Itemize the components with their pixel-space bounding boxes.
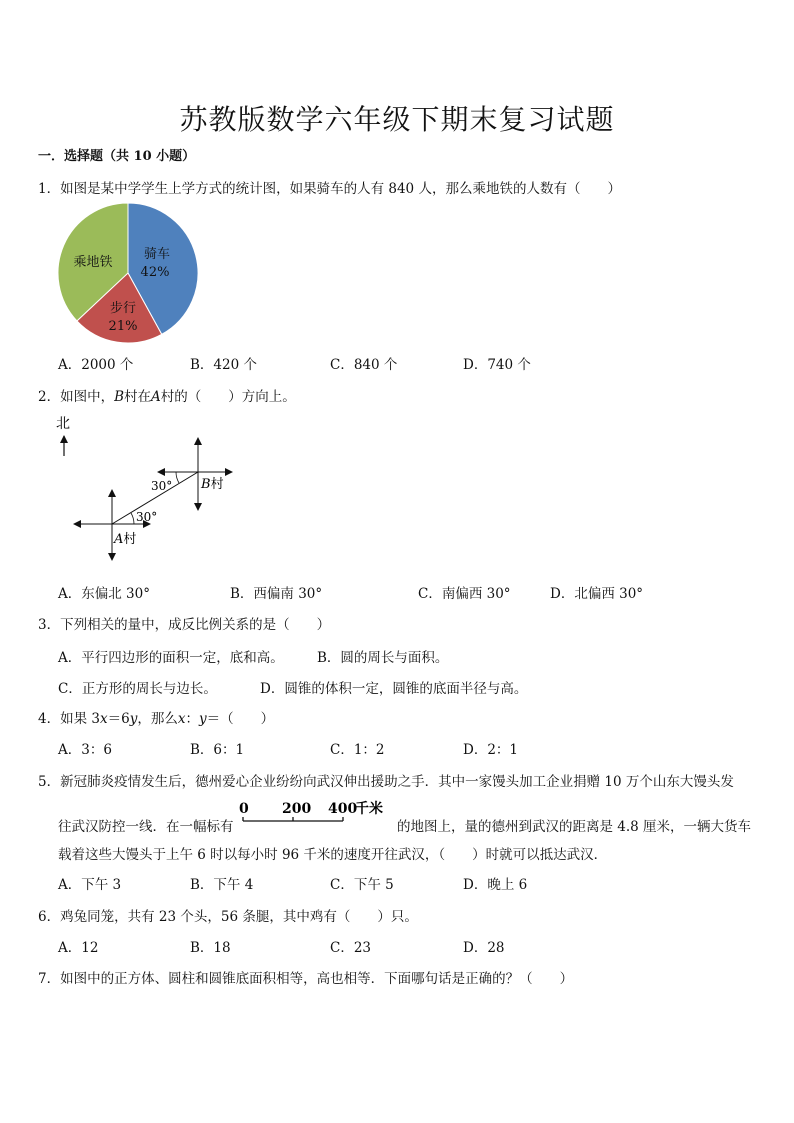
q1-option-d: D．740 个 <box>463 357 531 373</box>
pie-label-name-1: 步行 <box>109 301 137 316</box>
q5-option-a: A．下午 3 <box>58 877 122 893</box>
q4-text-mid: ，那么 <box>137 711 178 727</box>
q2-option-b: B．西偏南 30° <box>230 586 323 602</box>
compass-north-label: 北 <box>56 416 70 432</box>
scale-tick-400: 400 <box>328 801 358 817</box>
b-village-label <box>200 476 224 492</box>
q4-text-post: ＝（ ） <box>206 711 275 727</box>
q4-text-pre: 4．如果 3 <box>38 711 100 727</box>
page-title: 苏教版数学六年级下期末复习试题 <box>179 103 615 136</box>
q2-text-post: 村的（ ）方向上。 <box>160 389 296 405</box>
pie-chart <box>55 200 205 348</box>
scale-unit: 千米 <box>355 801 383 817</box>
q3-option-c: C．正方形的周长与边长。 <box>58 681 217 697</box>
question-5-line-2-pre: 往武汉防控一线．在一幅标有 <box>58 819 234 835</box>
q4-colon: ： <box>185 711 199 727</box>
q4-eq: ＝6 <box>107 711 130 727</box>
a-village-label <box>113 531 136 547</box>
q5-option-c: C．下午 5 <box>330 877 394 893</box>
angle-label-bottom: 30° <box>136 510 158 524</box>
q2-option-a: A．东偏北 30° <box>58 586 150 602</box>
question-5-line-2-post: 的地图上，量的德州到武汉的距离是 4.8 厘米，一辆大货车 <box>397 819 752 835</box>
q4-var-y2: y <box>198 711 207 727</box>
q5-option-d: D．晚上 6 <box>463 877 528 893</box>
b-village-letter: B <box>201 477 211 492</box>
q4-option-b: B．6：1 <box>190 742 245 758</box>
q2-text-mid: 村在 <box>124 389 152 405</box>
a-village-text: 村 <box>123 532 137 547</box>
q5-option-b: B．下午 4 <box>190 877 254 893</box>
q1-option-c: C．840 个 <box>330 357 398 373</box>
scale-tick-0: 0 <box>239 801 249 817</box>
q3-option-a: A．平行四边形的面积一定，底和高。 <box>58 650 284 666</box>
q6-option-c: C．23 <box>330 940 372 956</box>
angle-label-top: 30° <box>151 479 173 493</box>
question-2-text <box>38 385 296 405</box>
b-village-text: 村 <box>210 477 224 492</box>
pie-label-percent-0: 42% <box>140 265 170 280</box>
q6-option-a: A．12 <box>58 940 99 956</box>
q2-var-a: A <box>151 389 161 405</box>
q2-option-d: D．北偏西 30° <box>550 586 644 602</box>
q4-var-x1: x <box>99 711 108 727</box>
q4-option-c: C．1：2 <box>330 742 385 758</box>
scale-tick-200: 200 <box>282 801 312 817</box>
q2-var-b: B <box>114 389 125 405</box>
map-scale-bar <box>235 797 395 831</box>
question-5-line-1: 5．新冠肺炎疫情发生后，德州爱心企业纷纷向武汉伸出援助之手．其中一家馒头加工企业捐赠 10 万个山东大馒头发 <box>38 774 734 790</box>
angle-arc-b <box>176 472 179 483</box>
q4-option-d: D．2：1 <box>463 742 519 758</box>
q4-option-a: A．3：6 <box>58 742 112 758</box>
q1-option-b: B．420 个 <box>190 357 257 373</box>
pie-label-name-2: 乘地铁 <box>73 255 113 270</box>
q6-option-d: D．28 <box>463 940 505 956</box>
question-7-text: 7．如图中的正方体、圆柱和圆锥底面积相等，高也相等．下面哪句话是正确的？（ ） <box>38 971 574 987</box>
question-3-text: 3．下列相关的量中，成反比例关系的是（ ） <box>38 617 331 633</box>
compass-diagram <box>50 410 250 570</box>
question-6-text: 6．鸡兔同笼，共有 23 个头，56 条腿，其中鸡有（ ）只。 <box>38 909 418 925</box>
question-4-text <box>38 707 274 727</box>
q1-option-a: A．2000 个 <box>58 357 134 373</box>
q6-option-b: B．18 <box>190 940 231 956</box>
section-heading: 一．选择题（共 10 小题） <box>38 149 196 164</box>
pie-label-percent-1: 21% <box>108 319 138 334</box>
q3-option-b: B．圆的周长与面积。 <box>317 650 449 666</box>
question-1-text: 1．如图是某中学学生上学方式的统计图，如果骑车的人有 840 人，那么乘地铁的人数有（ ） <box>38 181 621 197</box>
pie-label-name-0: 骑车 <box>143 247 171 262</box>
a-village-letter: A <box>114 532 124 547</box>
q4-var-y1: y <box>129 711 138 727</box>
q3-option-d: D．圆锥的体积一定，圆锥的底面半径与高。 <box>260 681 528 697</box>
q4-var-x2: x <box>177 711 186 727</box>
q2-text-pre: 2．如图中， <box>38 389 115 405</box>
angle-arc-a <box>131 513 134 524</box>
question-5-line-3: 载着这些大馒头于上午 6 时以每小时 96 千米的速度开往武汉，（ ）时就可以抵达武汉． <box>58 847 608 863</box>
q2-option-c: C．南偏西 30° <box>418 586 511 602</box>
